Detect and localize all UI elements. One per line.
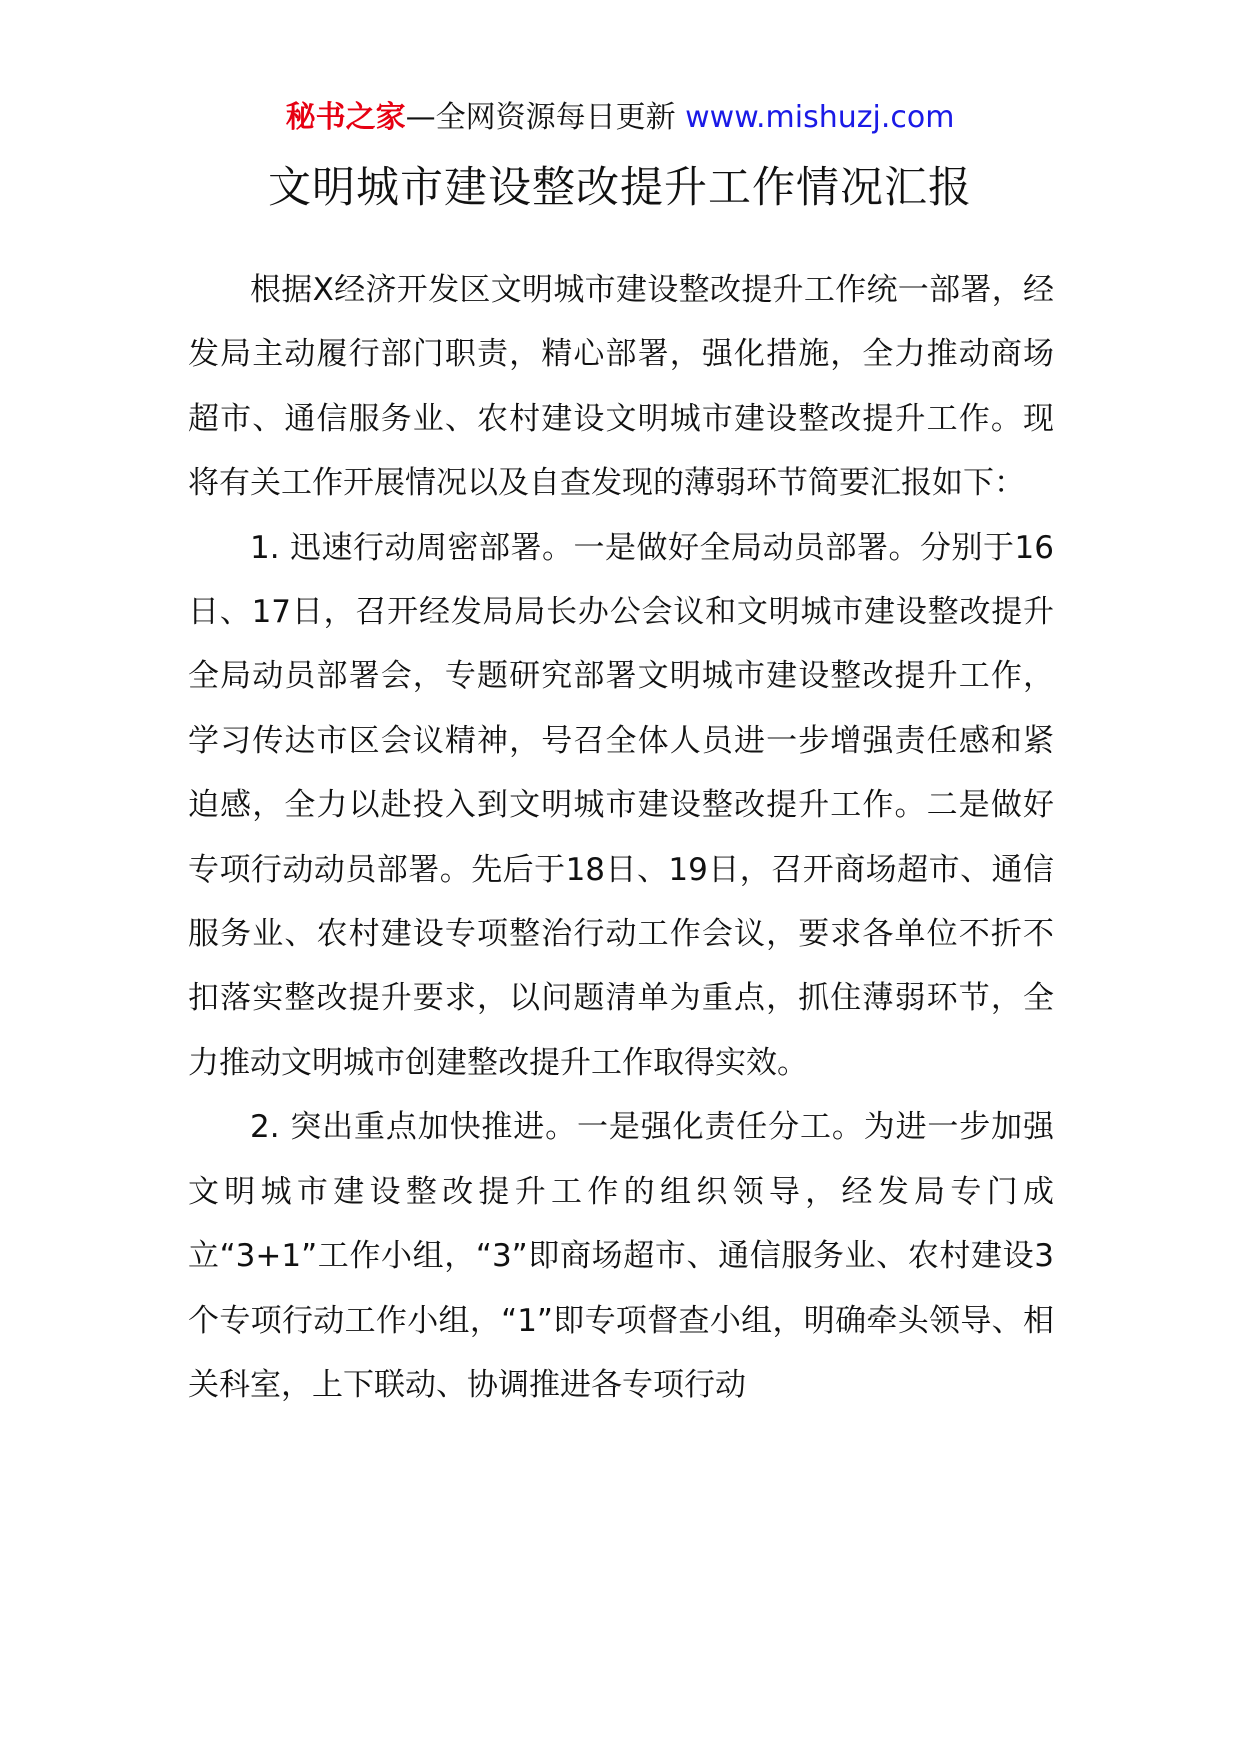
site-brand: 秘书之家 [285,100,406,135]
body-paragraph: 2. 突出重点加快推进。一是强化责任分工。为进一步加强文明城市建设整改提升工作的组织领导，经发局专门成立“3+1”工作小组，“3”即商场超市、通信服务业、农村建设3个专项行动工作小组，“1”即专项督查小组，明确牵头领导、相关科室，上下联动、协调推进各专项行动 [188,1109,1054,1403]
site-banner [0,98,1240,138]
site-slogan: —全网资源每日更新 [405,100,686,135]
body-paragraph: 根据X经济开发区文明城市建设整改提升工作统一部署，经发局主动履行部门职责，精心部署，强化措施，全力推动商场超市、通信服务业、农村建设文明城市建设整改提升工作。现将有关工作开展情况以及自查发现的薄弱环节简要汇报如下： [188,272,1054,502]
body-paragraph: 1. 迅速行动周密部署。一是做好全局动员部署。分别于16日、17日，召开经发局局长办公会议和文明城市建设整改提升全局动员部署会，专题研究部署文明城市建设整改提升工作，学习传达市区会议精神，号召全体人员进一步增强责任感和紧迫感，全力以赴投入到文明城市建设整改提升工作。二是做好专项行动动员部署。先后于18日、19日，召开商场超市、通信服务业、农村建设专项整治行动工作会议，要求各单位不折不扣落实整改提升要求，以问题清单为重点，抓住薄弱环节，全力推动文明城市创建整改提升工作取得实效。 [188,529,1054,1081]
document-title: 文明城市建设整改提升工作情况汇报 [268,163,972,213]
document-body [188,258,1054,1417]
site-url-link[interactable]: www.mishuzj.com [685,100,955,135]
